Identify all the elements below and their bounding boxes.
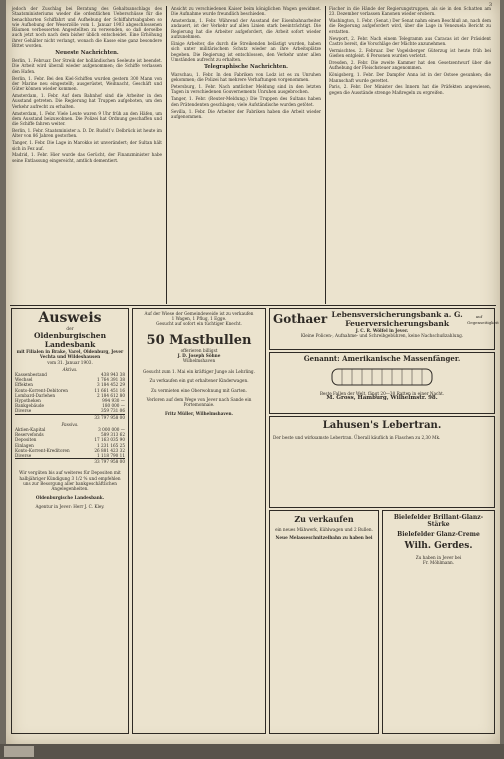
article-text: Vermischtes. 2. Februar. Der Vogelsberger Güterzug ist heute früh bei Gießen entgleist. 6 Personen wurden verletzt. xyxy=(329,47,491,59)
passiva-total: 33 797 958 00 xyxy=(15,458,125,464)
classified-line: 1 Wagen, 1 Pflug, 1 Egge. xyxy=(171,316,227,322)
insurance-title: Feuerversicherungsbank xyxy=(345,318,450,328)
aktiva-list xyxy=(15,372,125,414)
insurance-ad xyxy=(269,308,499,350)
article-text: Dresden, 2. Febr. Die zweite Kammer hat den Gesetzentwurf über die Aufhebung der Fleischsteuer angenommen. xyxy=(329,60,491,71)
page-number: 3 xyxy=(488,2,492,8)
starch-ad-line: Fr. Möhlmann. xyxy=(422,560,455,566)
starch-ad-firm: Wilh. Gerdes. xyxy=(404,541,473,551)
lebertran-ad xyxy=(269,416,495,508)
balance-label: Reservefonds xyxy=(15,432,44,438)
starch-ad-title: Bielefelder Brillant-Glanz-Stärke xyxy=(393,514,484,528)
article-text: Amsterdam, 1. Febr. Viele Leute waren 9 Uhr früh an den Häfen, um dem Ausstand beizuwohnen. Die Polizei hat Ordnung geschaffen und die Schiffe fahren weiter. xyxy=(12,110,162,127)
bank-branches: mit Filialen in Brake, Varel, Oldenburg, Jever xyxy=(16,349,124,355)
article-text: Amsterdam, 1. Febr. Während der Ausstand der Eisenbahnarbeiter andauert, ist der Verkehr auf allen Linien stark beeinträchtigt. Die Regierung hat die Arbeiter aufgefordert, die Arbeit sofort wieder aufzunehmen. xyxy=(171,18,321,40)
insurance-title: Lebensversicherungsbank a. G. xyxy=(331,310,463,319)
balance-label: Wechsel xyxy=(15,377,33,383)
balance-value: 994 930 — xyxy=(102,398,125,404)
article-text: Warschau, 1. Febr. In den Fabriken von Lodz ist es zu Unruhen gekommen; die Polizei hat mehrere Verhaftungen vorgenommen. xyxy=(171,71,321,83)
article-text: Fischer in die Hände der Regierungstruppen, als sie in den Schatten am 23. Dezember verlassen Kanonen wieder erobern. xyxy=(329,6,491,17)
article-text: Königsberg, 1. Febr. Der Dampfer Anna ist in der Ostsee gesunken; die Mannschaft wurde gerettet. xyxy=(329,72,491,83)
balance-label: Hypotheken xyxy=(15,398,41,404)
trap-ad-title: Genannt: Amerikanische Massenfänger. xyxy=(303,354,461,363)
aktiva-heading: Aktiva. xyxy=(62,366,78,372)
newspaper-page xyxy=(6,0,500,746)
section-heading: Neueste Nachrichten. xyxy=(55,49,119,56)
article-text: Berlin, 1. Februar. Der Streik der holländischen Seeleute ist beendet. Die Arbeit wird überall wieder aufgenommen; die Schiffe verlassen den Hafen. xyxy=(12,58,162,74)
ad-title: Ausweis xyxy=(38,310,102,326)
classified-line: Fritz Müller, Wilhelmshaven. xyxy=(164,411,234,417)
bank-signature: Oldenburgische Landesbank. xyxy=(35,495,105,501)
article-text: Sevilla, 1. Febr. Die Arbeiter der Fabriken haben die Arbeit wieder aufgenommen. xyxy=(171,108,321,119)
trap-illustration xyxy=(327,365,437,389)
insurance-side-label: auf Gegenseitigkeit xyxy=(467,314,499,325)
balance-label: Diverse xyxy=(15,453,32,459)
section-heading: Telegraphische Nachrichten. xyxy=(204,63,288,70)
bullen-ad-title: 50 Mastbullen xyxy=(146,332,252,348)
article-text: jedoch der Zuschlag bei Beratung des Gehaltsanschlags des Staatsministeriums wieder die ordentlichen Ueberschüsse für die benachbarten Schiffahrt und Aufhebung der Schiffahrtsabgaben so wie Aufhebung der Weserzölle vom 1. Januar 1903 abgeschlossenen Bäumen verbesserten Angestellten zu verwenden, so daß derselbe auch jetzt noch nach dem bisher üblich entscheidet. Eine Erhöhung ihrer Gehälter nicht verlangt, wonach die Kasse eine ganz besondere Bittet worden. xyxy=(12,6,162,49)
article-text: Madrid, 1. Febr. Hier wurde das Gerücht, der Finanzminister habe seine Entlassung eingereicht, amtlich dementiert. xyxy=(12,152,162,163)
article-text: Tanger, 1. Febr. Die Lage in Marokko ist unverändert; der Sultan hält sich in Fez auf. xyxy=(12,140,162,151)
balance-value: 3 184 452 29 xyxy=(97,382,125,388)
statement-date: vom 31. Januar 1903. xyxy=(47,359,93,365)
sales-ad-text: ein neues Mähwerk, Kühlwagen und 2 Bullen. xyxy=(275,527,373,532)
sales-ad-title: Zu verkaufen xyxy=(294,514,354,524)
trap-ad-firm: M. Gross, Hamburg, Wilhelmstr. 98. xyxy=(326,395,438,402)
starch-ad-title: Bielefelder Glanz-Creme xyxy=(397,531,480,538)
bank-branches: Vechta und Wildeshausen xyxy=(39,354,101,360)
bullen-ad-subtitle: offerieren billigst xyxy=(180,347,218,353)
balance-label: Kassenbestand xyxy=(15,372,47,378)
classified-column-ad xyxy=(132,308,266,734)
bullen-ad-place: Wilhelmshaven xyxy=(182,358,216,364)
article-text: Amsterdam, 1. Febr. Auf dem Bahnhof sind die Arbeiter in den Ausstand getreten. Die Regierung hat Truppen aufgeboten, um den Verkehr aufrecht zu erhalten. xyxy=(12,93,162,109)
starch-ad xyxy=(382,510,495,734)
insurance-agent: J. C. R. Wölfel in Jever. xyxy=(355,328,409,333)
balance-value: 359 731 06 xyxy=(101,408,125,414)
scan-footer-strip xyxy=(0,744,504,759)
news-column-3 xyxy=(329,6,491,304)
balance-value: 17 163 035 90 xyxy=(94,437,125,443)
balance-label: Einlagen xyxy=(15,442,34,448)
article-text: Newport, 2. Febr. Nach einem Telegramm aus Caracas ist der Präsident Castro bereit, die Vorschläge der Mächte anzunehmen. xyxy=(329,35,491,46)
balance-label: Depositen xyxy=(15,437,37,443)
article-text: Ansicht zu verschiedenen Kaiser beim königlichen Wagen gewidmet. Die Aufnahme wurde freundlich beschieden. xyxy=(171,6,321,17)
article-text: Tanger, 1. Febr. (Reuter-Meldung.) Die Truppen des Sultans haben den Prätendenten geschlagen; viele Aufständische wurden getötet. xyxy=(171,96,321,107)
trap-ad xyxy=(269,352,495,414)
classified-line: Gesucht zum 1. Mai ein kräftiger Junge als Lehrling. xyxy=(143,369,255,375)
article-text: Paris, 2. Febr. Der Minister des Innern hat die Präfekten angewiesen, gegen die Ausstände strenge Maßregeln zu ergreifen. xyxy=(329,84,491,95)
passiva-list xyxy=(15,427,125,458)
balance-value: 1 764 391 38 xyxy=(97,377,125,383)
balance-label: Diverse xyxy=(15,408,32,414)
bank-footer-text: Wir vergüten bis auf weiteres für Depositen mit halbjähriger Kündigung 3 1/2 % und empfehlen uns zur Besorgung aller bankgeschäftlichen Angelegenheiten. xyxy=(19,470,121,492)
aktiva-total: 33 797 958 00 xyxy=(15,414,125,420)
starch-ad-line: Zu haben in Jever bei xyxy=(415,555,462,560)
balance-label: Lombard-Darlehen xyxy=(15,392,56,398)
classified-line: Verloren auf dem Wege von Jever nach Sande ein Portemonnaie. xyxy=(146,396,252,408)
balance-label: Aktien-Kapital xyxy=(15,427,46,433)
balance-value: 2 184 612 80 xyxy=(97,392,125,398)
balance-label: Effekten xyxy=(15,382,33,388)
balance-value: 1 118 790 11 xyxy=(97,453,125,459)
balance-label: Konto-Korrent-Debitoren xyxy=(15,387,68,393)
sales-ad xyxy=(269,510,379,734)
classified-line: Zu vermieten eine Oberwohnung mit Garten. xyxy=(151,387,247,393)
classified-line: Auf der Wiese der Gemeindeweide ist zu verkaufen xyxy=(144,311,254,316)
balance-value: 26 881 423 32 xyxy=(94,447,125,453)
news-column-2 xyxy=(171,6,321,304)
article-text: Einige Arbeiter, die durch die Streikenden belästigt wurden, haben sich unter militärischem Schutz wieder an ihre Arbeitsplätze begeben. Die Regierung ist entschlossen, den Verkehr unter allen Umständen aufrecht zu erhalten. xyxy=(171,40,321,62)
trap-ad-text: Beste Fallen der Welt, fängt 20—30 Ratten in einer Nacht. xyxy=(319,391,445,396)
balance-label: Bankgebäude xyxy=(15,403,44,409)
article-text: Washington, 1. Febr. (Senat.) Der Senat nahm einen Beschluß an, nach dem die Regierung aufgefordert wird, über die Lage in Venezuela Bericht zu erstatten. xyxy=(329,18,491,34)
balance-value: 589 313 62 xyxy=(101,432,125,438)
classified-line: Zu verkaufen ein gut erhaltener Kinderwagen. xyxy=(149,378,249,384)
classified-line: Gesucht auf sofort ein tüchtiger Knecht. xyxy=(156,321,242,327)
balance-value: 438 943 38 xyxy=(101,372,125,378)
bullen-ad-firm: J. D. Joseph Söhne xyxy=(177,352,221,358)
balance-value: 3 000 000 — xyxy=(98,427,125,433)
insurance-brand: Gothaer xyxy=(273,312,328,326)
lebertran-text: Der beste und wirksamste Lebertran. Überall käuflich in Flaschen zu 2,30 Mk. xyxy=(273,435,441,440)
lebertran-title: Lahusen's Lebertran. xyxy=(322,420,442,431)
column-divider xyxy=(166,6,167,304)
balance-value: 1 231 165 25 xyxy=(97,442,125,448)
insurance-description: Kleine Policen-, Aufnahme- und Schreibgebühren, keine Nachschußzahlung. xyxy=(300,333,464,339)
sales-ad-text: Neue Melasseschnitzelbahn zu haben bei xyxy=(275,535,373,541)
article-text: Berlin, 1. Febr. Staatsminister a. D. Dr. Rudolf v. Delbrück ist heute im Alter von 86 Jahren gestorben. xyxy=(12,128,162,139)
ad-subtitle: der xyxy=(66,326,74,331)
balance-label: Konto-Korrent-Kreditoren xyxy=(15,447,70,453)
balance-value: 180 000 — xyxy=(102,403,125,409)
bank-agents: Agentur in Jever: Herr J. C. Kley. xyxy=(35,504,105,510)
news-column-1 xyxy=(12,6,162,304)
bank-name: Oldenburgischen Landesbank xyxy=(33,331,107,350)
article-text: Berlin, 1. Febr. Bei den Kiel-Schiffen wurden gestern 300 Mann von der Marine neu eingestellt; ausgerüstet, Weihnacht, Geschäft und Güter können wieder kommen. xyxy=(12,75,162,92)
balance-value: 11 661 451 16 xyxy=(94,387,125,393)
passiva-heading: Passiva. xyxy=(61,421,79,427)
bank-statement-ad xyxy=(11,308,129,734)
section-divider xyxy=(10,305,496,306)
column-divider xyxy=(325,6,326,304)
article-text: Petersburg, 1. Febr. Nach amtlicher Meldung sind in den letzten Tagen in verschiedenen Gouvernements Unruhen ausgebrochen. xyxy=(171,84,321,95)
